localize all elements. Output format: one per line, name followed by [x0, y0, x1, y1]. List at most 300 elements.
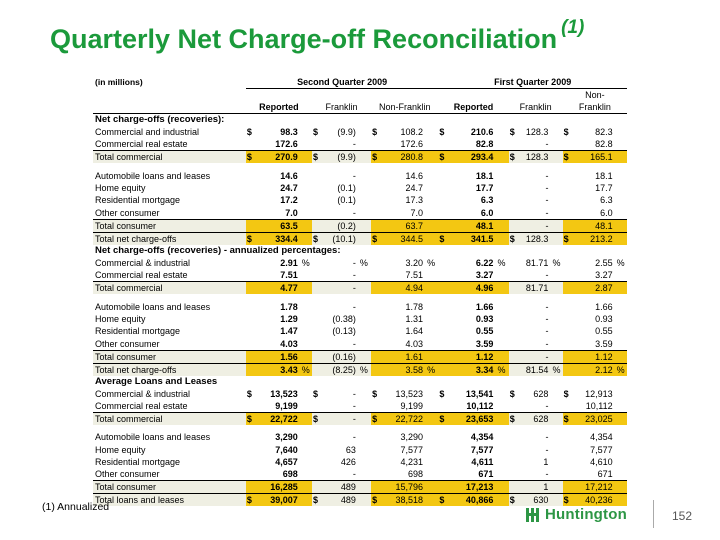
currency-symbol [371, 169, 383, 181]
percent-symbol [357, 269, 371, 282]
table-cell: 3,290 [275, 432, 298, 443]
table-cell: 698 [282, 469, 298, 480]
section-title-row [93, 245, 627, 257]
table-cell: 82.8 [595, 139, 613, 150]
percent-symbol [357, 413, 371, 426]
percent-symbol [549, 194, 562, 206]
percent-symbol [549, 431, 562, 443]
currency-symbol [563, 182, 573, 194]
currency-symbol [312, 431, 323, 443]
table-cell: 40,866 [450, 494, 495, 507]
percent-symbol [494, 151, 508, 164]
currency-symbol [509, 400, 519, 413]
table-cell: - [545, 401, 549, 412]
row-label: Home equity [95, 182, 146, 193]
reconciliation-table-wrapper [93, 76, 627, 506]
percent-symbol [357, 169, 371, 181]
currency-symbol [509, 182, 519, 194]
percent-symbol [494, 456, 508, 468]
table-cell: - [545, 469, 549, 480]
table-cell: (9.9) [323, 151, 357, 164]
table-cell: - [352, 401, 356, 412]
table-cell: 1.66 [475, 301, 494, 312]
currency-symbol [438, 169, 449, 181]
percent-symbol [357, 313, 371, 325]
table-cell: 14.6 [405, 170, 424, 181]
table-row [93, 257, 627, 269]
section-title: Net charge-offs (recoveries): [95, 114, 225, 125]
table-row [93, 232, 627, 245]
table-cell: 1.47 [280, 326, 298, 337]
percent-symbol [549, 413, 562, 426]
currency-symbol: $ [372, 127, 378, 138]
percent-symbol [549, 169, 562, 181]
currency-symbol [312, 444, 323, 456]
percent-symbol [549, 468, 562, 481]
currency-symbol [438, 468, 449, 481]
percent-symbol [424, 481, 438, 494]
percent-symbol [424, 300, 438, 312]
percent-symbol [357, 207, 371, 220]
currency-symbol [246, 363, 257, 376]
table-cell: 82.3 [595, 127, 613, 138]
percent-symbol [494, 444, 508, 456]
currency-symbol [509, 444, 519, 456]
currency-symbol [563, 363, 573, 376]
currency-symbol [371, 338, 383, 351]
percent-symbol [424, 126, 438, 138]
row-label: Other consumer [95, 469, 160, 480]
percent-symbol [299, 126, 312, 138]
table-cell: 98.3 [280, 127, 298, 138]
percent-symbol [424, 151, 438, 164]
percent-symbol [614, 300, 627, 312]
section-title: Average Loans and Leases [95, 375, 218, 387]
table-cell: 280.8 [383, 151, 424, 164]
table-cell: 63.5 [257, 219, 299, 232]
currency-symbol [438, 456, 449, 468]
table-cell: - [545, 444, 549, 455]
percent-symbol [424, 269, 438, 282]
row-label: Residential mortgage [95, 326, 181, 337]
table-cell: 4,657 [275, 457, 298, 468]
percent-symbol [357, 138, 371, 151]
currency-symbol: $ [563, 494, 573, 507]
currency-symbol [371, 350, 383, 363]
currency-symbol [438, 300, 449, 312]
currency-symbol [509, 338, 519, 351]
table-cell: 1.12 [450, 350, 495, 363]
percent-symbol [494, 313, 508, 325]
percent-symbol [357, 468, 371, 481]
table-cell: - [323, 282, 357, 295]
table-cell: 334.4 [257, 232, 299, 245]
table-cell: - [545, 182, 549, 193]
percent-symbol [549, 313, 562, 325]
currency-symbol [563, 431, 573, 443]
percent-symbol [299, 282, 312, 295]
table-cell: 2.87 [573, 282, 614, 295]
currency-symbol [312, 338, 323, 351]
currency-symbol [509, 363, 519, 376]
row-label: Home equity [95, 444, 146, 455]
table-cell: - [519, 350, 550, 363]
table-cell: 172.6 [400, 139, 424, 150]
currency-symbol: $ [509, 232, 519, 245]
table-cell: (8.25) [323, 363, 357, 376]
table-cell: 1.56 [257, 350, 299, 363]
percent-symbol [299, 313, 312, 325]
table-cell: 17.3 [405, 195, 424, 206]
percent-symbol [494, 232, 508, 245]
row-label: Commercial & industrial [95, 258, 191, 269]
period-header-row [93, 76, 627, 89]
percent-symbol [299, 444, 312, 456]
table-cell: 4,354 [470, 432, 494, 443]
currency-symbol [438, 431, 449, 443]
percent-symbol [299, 468, 312, 481]
currency-symbol [312, 468, 323, 481]
currency-symbol [509, 300, 519, 312]
table-cell: - [545, 207, 549, 218]
table-cell: 10,112 [466, 401, 494, 412]
currency-symbol [563, 313, 573, 325]
percent-symbol: % [494, 363, 508, 376]
row-label: Commercial and industrial [95, 127, 200, 138]
currency-symbol [312, 313, 323, 325]
logo-text: Huntington [545, 506, 627, 523]
percent-symbol: % [552, 258, 561, 269]
currency-symbol [371, 182, 383, 194]
table-cell: (0.38) [332, 313, 356, 324]
table-cell: 9,199 [400, 401, 424, 412]
table-cell: 13,523 [395, 389, 424, 400]
percent-symbol [494, 194, 508, 206]
currency-symbol [563, 338, 573, 351]
percent-symbol [299, 169, 312, 181]
row-label: Total commercial [93, 413, 246, 426]
table-row [93, 444, 627, 456]
currency-symbol [371, 138, 383, 151]
percent-symbol: % [616, 258, 625, 269]
percent-symbol [357, 350, 371, 363]
percent-symbol [424, 138, 438, 151]
currency-symbol: $ [509, 151, 519, 164]
percent-symbol [494, 431, 508, 443]
table-cell: 17,212 [573, 481, 614, 494]
currency-symbol [312, 325, 323, 337]
currency-symbol: $ [439, 389, 445, 400]
table-cell: 4,354 [590, 432, 613, 443]
row-label: Automobile loans and leases [95, 170, 211, 181]
nonfranklin-header-q1: Franklin [563, 101, 627, 114]
table-cell: 18.1 [475, 170, 494, 181]
percent-symbol [549, 269, 562, 282]
row-label: Commercial real estate [95, 139, 188, 150]
percent-symbol [614, 350, 627, 363]
table-cell: - [352, 258, 356, 269]
percent-symbol [299, 300, 312, 312]
percent-symbol [614, 207, 627, 220]
footnote: (1) Annualized [42, 501, 110, 513]
percent-symbol: % [359, 258, 368, 269]
table-cell: 2.55 [595, 258, 613, 269]
currency-symbol [246, 468, 257, 481]
row-label: Total consumer [93, 219, 246, 232]
table-cell: 7,577 [470, 444, 494, 455]
percent-symbol [614, 313, 627, 325]
table-cell: 630 [519, 494, 550, 507]
table-cell: 17,213 [450, 481, 495, 494]
currency-symbol [563, 219, 573, 232]
table-cell: 1.12 [573, 350, 614, 363]
percent-symbol [299, 325, 312, 337]
table-cell: 3,290 [400, 432, 424, 443]
percent-symbol [424, 456, 438, 468]
currency-symbol [246, 300, 257, 312]
currency-symbol: $ [246, 127, 252, 138]
currency-symbol [438, 207, 449, 220]
currency-symbol: $ [509, 494, 519, 507]
currency-symbol [509, 282, 519, 295]
percent-symbol [549, 232, 562, 245]
percent-symbol: % [427, 258, 436, 269]
table-cell: - [545, 270, 549, 281]
percent-symbol [614, 400, 627, 413]
currency-symbol [246, 350, 257, 363]
percent-symbol [614, 456, 627, 468]
percent-symbol [357, 456, 371, 468]
row-label: Total loans and leases [93, 494, 246, 507]
table-cell: 341.5 [450, 232, 495, 245]
table-body [93, 76, 627, 506]
currency-symbol [563, 194, 573, 206]
percent-symbol [424, 182, 438, 194]
percent-symbol [549, 182, 562, 194]
row-label: Commercial real estate [95, 270, 188, 281]
table-row [93, 363, 627, 376]
col-header-row-2 [93, 101, 627, 114]
page-title-text: Quarterly Net Charge-off Reconciliation [50, 24, 558, 54]
table-row [93, 151, 627, 164]
reconciliation-table [93, 76, 627, 506]
table-cell: 10,112 [585, 401, 613, 412]
table-cell: - [545, 313, 549, 324]
currency-symbol [246, 182, 257, 194]
currency-symbol: $ [563, 232, 573, 245]
footer-divider [653, 500, 654, 528]
table-cell: 4.03 [405, 338, 424, 349]
table-cell: 128.3 [519, 232, 550, 245]
currency-symbol [563, 456, 573, 468]
percent-symbol [494, 468, 508, 481]
currency-symbol [509, 257, 519, 269]
table-row [93, 169, 627, 181]
currency-symbol [312, 363, 323, 376]
row-label: Total net charge-offs [93, 232, 246, 245]
table-cell: 23,653 [450, 413, 495, 426]
percent-symbol [299, 350, 312, 363]
table-cell: 24.7 [280, 182, 298, 193]
table-cell: - [352, 207, 356, 218]
currency-symbol [438, 257, 449, 269]
currency-symbol: $ [246, 494, 257, 507]
table-row [93, 338, 627, 351]
currency-symbol [246, 431, 257, 443]
percent-symbol [299, 151, 312, 164]
currency-symbol [246, 257, 257, 269]
table-cell: 3.43 [257, 363, 299, 376]
percent-symbol [357, 300, 371, 312]
table-cell: 12,913 [585, 389, 613, 400]
currency-symbol: $ [372, 389, 378, 400]
percent-symbol [424, 207, 438, 220]
percent-symbol [549, 219, 562, 232]
currency-symbol [438, 400, 449, 413]
percent-symbol [299, 219, 312, 232]
franklin-header-q2: Franklin [312, 101, 371, 114]
currency-symbol [371, 400, 383, 413]
percent-symbol [494, 182, 508, 194]
franklin-header-q1: Franklin [509, 101, 563, 114]
currency-symbol [438, 269, 449, 282]
percent-symbol [299, 207, 312, 220]
table-cell: 22,722 [257, 413, 299, 426]
currency-symbol [509, 431, 519, 443]
currency-symbol [563, 444, 573, 456]
table-cell: 489 [323, 494, 357, 507]
table-cell: 1.78 [280, 301, 298, 312]
percent-symbol [299, 413, 312, 426]
table-cell: - [352, 139, 356, 150]
currency-symbol: $ [246, 232, 257, 245]
table-cell: 14.6 [280, 170, 298, 181]
percent-symbol [357, 194, 371, 206]
currency-symbol: $ [509, 127, 515, 138]
table-cell: - [352, 170, 356, 181]
currency-symbol [438, 194, 449, 206]
currency-symbol [246, 338, 257, 351]
currency-symbol [563, 325, 573, 337]
table-cell: - [352, 301, 356, 312]
table-cell: - [545, 338, 549, 349]
percent-symbol [299, 431, 312, 443]
percent-symbol [614, 494, 627, 507]
units-label: (in millions) [95, 77, 143, 88]
percent-symbol [549, 151, 562, 164]
percent-symbol [424, 313, 438, 325]
row-label: Residential mortgage [95, 195, 181, 206]
currency-symbol [246, 219, 257, 232]
currency-symbol [246, 207, 257, 220]
table-cell: 2.91 [280, 258, 298, 269]
percent-symbol [424, 413, 438, 426]
currency-symbol [371, 194, 383, 206]
currency-symbol [563, 207, 573, 220]
currency-symbol: $ [438, 151, 449, 164]
percent-symbol [299, 194, 312, 206]
percent-symbol [549, 388, 562, 400]
table-cell: - [352, 270, 356, 281]
currency-symbol [438, 282, 449, 295]
percent-symbol [494, 400, 508, 413]
currency-symbol: $ [371, 413, 383, 426]
percent-symbol [299, 232, 312, 245]
percent-symbol: % [299, 363, 312, 376]
table-row [93, 481, 627, 494]
section-title-row [93, 114, 627, 127]
currency-symbol [563, 400, 573, 413]
percent-symbol [424, 325, 438, 337]
table-cell: 0.55 [475, 326, 494, 337]
row-label: Total consumer [93, 350, 246, 363]
percent-symbol [614, 481, 627, 494]
percent-symbol [614, 269, 627, 282]
table-cell: - [352, 469, 356, 480]
currency-symbol [563, 282, 573, 295]
percent-symbol [614, 413, 627, 426]
table-cell: 0.55 [595, 326, 613, 337]
table-cell: - [545, 301, 549, 312]
table-cell: 13,541 [465, 389, 494, 400]
currency-symbol [246, 456, 257, 468]
currency-symbol: $ [246, 151, 257, 164]
table-cell: 1 [543, 457, 549, 468]
table-cell: 1.29 [280, 313, 298, 324]
table-cell: - [323, 413, 357, 426]
currency-symbol: $ [312, 494, 323, 507]
percent-symbol: % [357, 363, 371, 376]
percent-symbol [299, 494, 312, 507]
currency-symbol [563, 300, 573, 312]
currency-symbol [312, 300, 323, 312]
table-row [93, 300, 627, 312]
percent-symbol [299, 481, 312, 494]
table-cell: 7,640 [275, 444, 298, 455]
currency-symbol [312, 169, 323, 181]
table-row [93, 269, 627, 282]
currency-symbol [246, 313, 257, 325]
table-cell: (0.16) [323, 350, 357, 363]
currency-symbol [509, 207, 519, 220]
currency-symbol: $ [246, 389, 252, 400]
percent-symbol [357, 232, 371, 245]
percent-symbol [494, 169, 508, 181]
currency-symbol: $ [312, 232, 323, 245]
currency-symbol: $ [438, 494, 449, 507]
table-cell: 22,722 [383, 413, 424, 426]
percent-symbol [494, 269, 508, 282]
section-title-row [93, 376, 627, 388]
table-cell: 7.51 [280, 270, 298, 281]
table-row [93, 126, 627, 138]
currency-symbol [509, 456, 519, 468]
table-cell: 15,796 [383, 481, 424, 494]
currency-symbol [371, 282, 383, 295]
table-cell: 6.3 [480, 195, 494, 206]
row-label: Total commercial [93, 282, 246, 295]
percent-symbol [614, 169, 627, 181]
table-cell: 40,236 [573, 494, 614, 507]
percent-symbol [549, 494, 562, 507]
percent-symbol [494, 219, 508, 232]
table-cell: 0.93 [595, 313, 613, 324]
percent-symbol [357, 481, 371, 494]
table-cell: 7,577 [400, 444, 424, 455]
period1-header: Second Quarter 2009 [246, 76, 439, 89]
currency-symbol [438, 481, 449, 494]
reported-header-q1: Reported [438, 101, 508, 114]
